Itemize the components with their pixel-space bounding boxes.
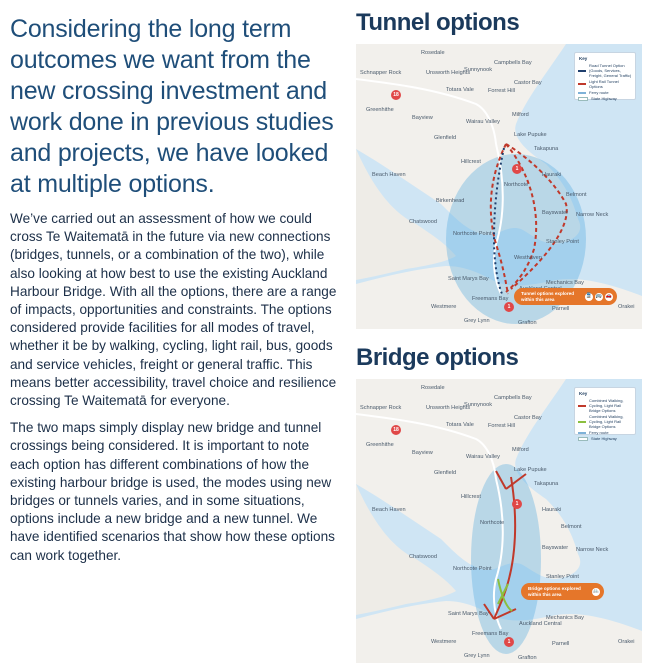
place-label: Bayview	[412, 450, 433, 456]
place-label: Bayswater	[542, 210, 569, 216]
key-label: Ferry route	[589, 90, 609, 95]
place-label: Milford	[512, 112, 529, 118]
tunnel-options-map	[356, 44, 642, 329]
place-label: Westmere	[431, 304, 457, 310]
place-label: Westmere	[431, 639, 457, 645]
tunnel-options-callout	[514, 288, 617, 305]
motorway-1-marker: 1	[512, 164, 522, 174]
key-row	[578, 436, 632, 441]
key-label: Road Tunnel Option (Goods, Services, Freight, General Traffic)	[589, 63, 632, 78]
place-label: Glenfield	[434, 135, 457, 141]
key-row	[578, 63, 632, 78]
place-label: Stanley Point	[546, 574, 579, 580]
place-label: Mechanics Bay	[546, 280, 584, 286]
key-row	[578, 430, 632, 435]
place-label: Beach Haven	[372, 172, 406, 178]
place-label: Hauraki	[542, 172, 562, 178]
place-label: Unsworth Heights	[426, 70, 471, 76]
place-label: Schnapper Rock	[360, 405, 402, 411]
key-title: Key	[579, 391, 588, 396]
place-label: Greenhithe	[366, 442, 394, 448]
tunnel-map-title: Tunnel options	[356, 9, 520, 36]
place-label: Stanley Point	[546, 239, 579, 245]
place-label: Saint Marys Bay	[448, 276, 489, 282]
key-swatch	[578, 83, 586, 85]
place-label: Auckland Central	[519, 621, 562, 627]
key-swatch	[578, 97, 588, 101]
key-swatch	[578, 70, 586, 72]
place-label: Wairau Valley	[466, 119, 500, 125]
key-swatch	[578, 92, 586, 94]
maps-column	[356, 8, 648, 663]
place-label: Narrow Neck	[576, 212, 609, 218]
place-label: Freemans Bay	[472, 296, 509, 302]
place-label: Castor Bay	[514, 415, 542, 421]
walk-cycle-icon: 🚲	[592, 587, 600, 594]
place-label: Forrest Hill	[488, 88, 516, 94]
place-label: Northcote Point	[453, 231, 492, 237]
place-label: Northcote	[480, 520, 505, 526]
tunnel-map-key	[574, 52, 636, 100]
key-swatch	[578, 437, 588, 441]
place-label: Greenhithe	[366, 107, 394, 113]
bridge-map-key	[574, 387, 636, 441]
key-row	[578, 96, 632, 101]
motorway-18-marker: 18	[391, 425, 401, 435]
bus-icon: 🚌	[595, 292, 603, 299]
place-label: Birkenhead	[436, 198, 465, 204]
place-label: Parnell	[552, 306, 570, 312]
place-label: Rosedale	[421, 385, 445, 391]
key-label: Ferry route	[589, 430, 609, 435]
place-label: Chatswood	[409, 219, 437, 225]
place-label: Wairau Valley	[466, 454, 500, 460]
place-label: Sunnynook	[464, 67, 492, 73]
bridge-options-callout	[521, 583, 604, 600]
place-label: Takapuna	[534, 146, 559, 152]
place-label: Chatswood	[409, 554, 437, 560]
place-label: Northcote Point	[453, 566, 492, 572]
place-label: Campbells Bay	[494, 60, 532, 66]
paragraph-assessment: We’ve carried out an assessment of how we could cross Te Waitematā in the future via new connections (bridges, tunnels, or a combination of the two), while also looking at how best to use the existing Auckland Harbour Bridge. With all the options, there are a range of impacts, opportunities and constraints. The options considered provide facilities for all modes of travel, whether it be by walking, cycling, light rail, bus, goods and service vehicles, freight or general traffic. This means better accessibility, travel choice and resilience crossing Te Waitematā for everyone.	[10, 211, 337, 409]
place-label: Mechanics Bay	[546, 615, 584, 621]
place-label: Grey Lynn	[464, 318, 490, 324]
motorway-1-marker: 1	[504, 637, 514, 647]
bridge-map-title: Bridge options	[356, 344, 519, 371]
key-swatch	[578, 421, 586, 423]
place-label: Rosedale	[421, 50, 445, 56]
car-icon: 🚗	[605, 292, 613, 299]
headline: Considering the long term outcomes we want from the new crossing investment and work done in previous studies and projects, we have looked at multiple options.	[10, 15, 334, 198]
place-label: Hillcrest	[461, 159, 481, 165]
motorway-1-marker: 1	[512, 499, 522, 509]
place-label: Bayview	[412, 115, 433, 121]
text-column	[10, 14, 340, 574]
place-label: Schnapper Rock	[360, 70, 402, 76]
motorway-18-marker: 18	[391, 90, 401, 100]
place-label: Bayswater	[542, 545, 569, 551]
place-label: Takapuna	[534, 481, 559, 487]
key-label: State Highway	[591, 436, 617, 441]
place-label: Freemans Bay	[472, 631, 509, 637]
key-label: Combined Walking, Cycling, Light Rail Bridge Options	[589, 414, 624, 429]
place-label: Castor Bay	[514, 80, 542, 86]
place-label: Totara Vale	[446, 422, 474, 428]
place-label: Grafton	[518, 655, 537, 661]
place-label: Orakei	[618, 304, 635, 310]
place-label: Grafton	[518, 320, 537, 326]
place-label: Saint Marys Bay	[448, 611, 489, 617]
place-label: Grey Lynn	[464, 653, 490, 659]
place-label: Sunnynook	[464, 402, 492, 408]
key-row	[578, 79, 632, 89]
place-label: Parnell	[552, 641, 570, 647]
place-label: Lake Pupuke	[514, 467, 547, 473]
place-label: Narrow Neck	[576, 547, 609, 553]
place-label: Belmont	[566, 192, 587, 198]
place-label: Glenfield	[434, 470, 457, 476]
key-row	[578, 398, 632, 413]
key-row	[578, 414, 632, 429]
paragraph-maps: The two maps simply display new bridge and tunnel crossings being considered. It is important to note each option has different combinations of how the existing harbour bridge is used, the modes using new bridges or tunnels varies, and in some situations, options include a new bridge and a new tunnel. We have identified scenarios that show how these options can work together.	[10, 420, 335, 563]
place-label: Orakei	[618, 639, 635, 645]
key-label: State Highway	[591, 96, 617, 101]
train-icon: 🚆	[585, 292, 593, 299]
place-label: Totara Vale	[446, 87, 474, 93]
key-row	[578, 90, 632, 95]
place-label: Westhaven	[514, 255, 542, 261]
key-label: Light Rail Tunnel Options	[589, 79, 619, 89]
place-label: Hillcrest	[461, 494, 481, 500]
place-label: Belmont	[561, 524, 582, 530]
place-label: Campbells Bay	[494, 395, 532, 401]
place-label: Beach Haven	[372, 507, 406, 513]
callout-text: Tunnel options explored within this area	[521, 291, 574, 302]
place-label: Forrest Hill	[488, 423, 516, 429]
key-title: Key	[579, 56, 588, 61]
key-swatch	[578, 405, 586, 407]
motorway-1-marker: 1	[504, 302, 514, 312]
key-label: Combined Walking, Cycling, Light Rail Bridge Options	[589, 398, 624, 413]
place-label: Milford	[512, 447, 529, 453]
key-swatch	[578, 432, 586, 434]
place-label: Unsworth Heights	[426, 405, 471, 411]
bridge-options-map	[356, 379, 642, 663]
place-label: Hauraki	[542, 507, 562, 513]
place-label: Lake Pupuke	[514, 132, 547, 138]
place-label: Northcote	[504, 182, 529, 188]
callout-text: Bridge options explored within this area	[528, 586, 581, 597]
